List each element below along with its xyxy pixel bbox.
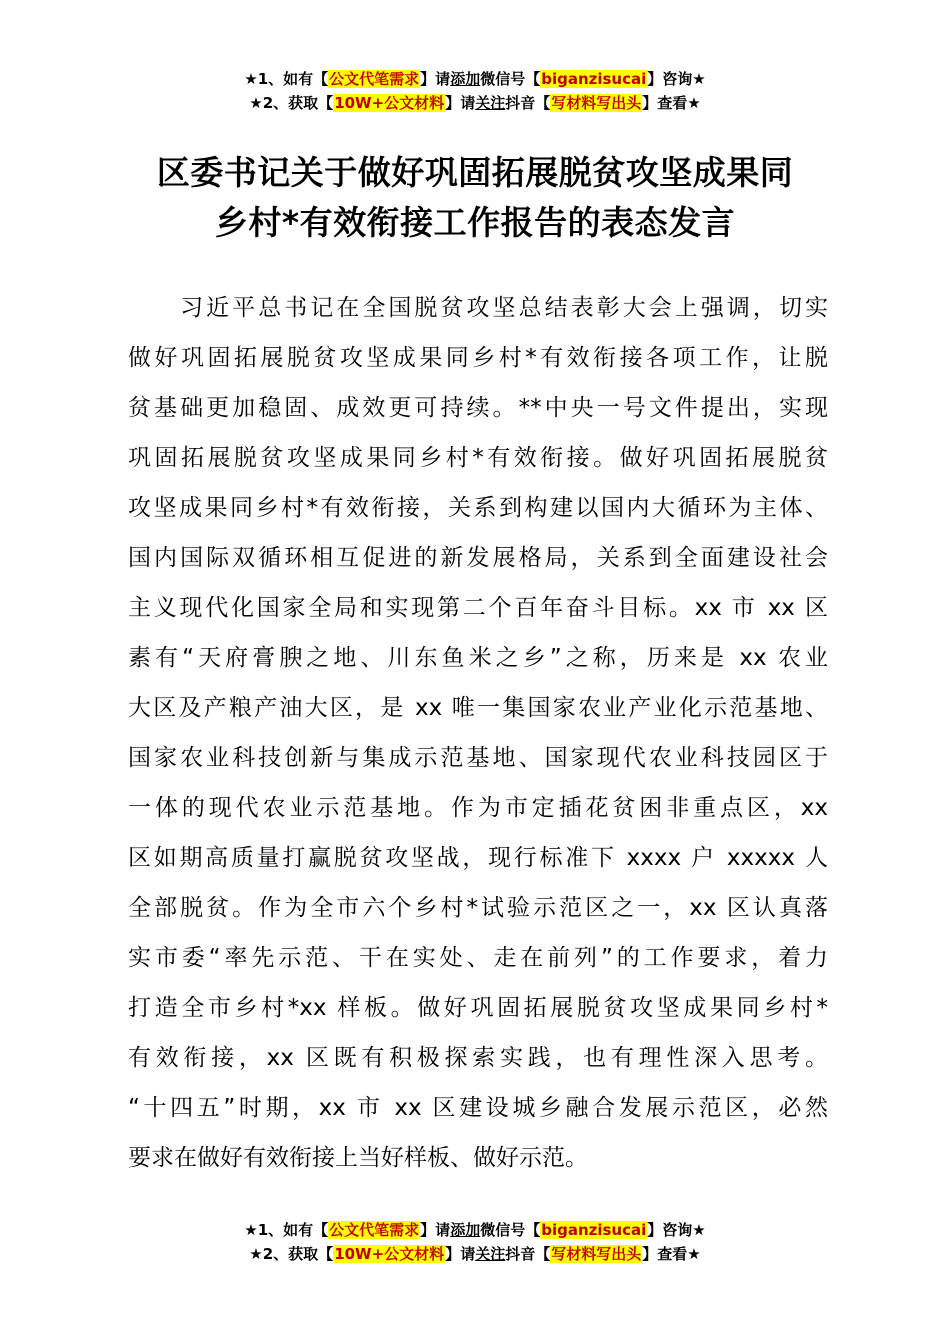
banner-text: 】请 — [420, 70, 451, 88]
banner-text: 】请 — [445, 94, 476, 112]
banner-underline: 添加 — [450, 70, 481, 88]
banner-highlight: 写材料写出头 — [551, 1245, 642, 1263]
body-line: 有效衔接，xx 区既有积极探索实践，也有理性深入思考。 — [128, 1045, 828, 1071]
body-line: 贫基础更加稳固、成效更可持续。**中央一号文件提出，实现 — [128, 395, 828, 421]
body-line: 大区及产粮产油大区，是 xx 唯一集国家农业产业化示范基地、 — [128, 695, 828, 721]
banner-line-1 — [0, 67, 950, 91]
body-line: 素有“天府膏腴之地、川东鱼米之乡”之称，历来是 xx 农业 — [128, 645, 828, 671]
banner-underline: 关注 — [475, 1245, 506, 1263]
banner-highlight: biganzisucai — [541, 1221, 647, 1239]
body-line: 攻坚成果同乡村*有效衔接，关系到构建以国内大循环为主体、 — [128, 495, 828, 521]
body-line: 要求在做好有效衔接上当好样板、做好示范。 — [128, 1145, 588, 1171]
banner-highlight: 10W+公文材料 — [334, 1245, 445, 1263]
body-line: 习近平总书记在全国脱贫攻坚总结表彰大会上强调，切实 — [128, 295, 828, 321]
title-line-2: 乡村*有效衔接工作报告的表态发言 — [214, 203, 736, 242]
banner-text: 微信号【 — [480, 70, 541, 88]
footer-banner — [0, 1218, 950, 1266]
banner-text: ★2、获取【 — [249, 94, 334, 112]
banner-line-2 — [0, 91, 950, 115]
banner-highlight: 公文代笔需求 — [329, 1221, 420, 1239]
body-line: 主义现代化国家全局和实现第二个百年奋斗目标。xx 市 xx 区 — [128, 595, 828, 621]
banner-text: 抖音【 — [505, 1245, 551, 1263]
body-line: 打造全市乡村*xx 样板。做好巩固拓展脱贫攻坚成果同乡村* — [128, 995, 828, 1021]
body-line: 国内国际双循环相互促进的新发展格局，关系到全面建设社会 — [128, 545, 828, 571]
banner-line-1 — [0, 1218, 950, 1242]
banner-highlight: 10W+公文材料 — [334, 94, 445, 112]
body-line: 巩固拓展脱贫攻坚成果同乡村*有效衔接。做好巩固拓展脱贫 — [128, 445, 828, 471]
title-line-1: 区委书记关于做好巩固拓展脱贫攻坚成果同 — [156, 153, 794, 192]
document-title — [0, 148, 950, 248]
body-line: 全部脱贫。作为全市六个乡村*试验示范区之一，xx 区认真落 — [128, 895, 828, 921]
body-line: 一体的现代农业示范基地。作为市定插花贫困非重点区，xx — [128, 795, 828, 821]
body-line: 做好巩固拓展脱贫攻坚成果同乡村*有效衔接各项工作，让脱 — [128, 345, 828, 371]
banner-text: ★1、如有【 — [244, 70, 329, 88]
body-line: 国家农业科技创新与集成示范基地、国家现代农业科技园区于 — [128, 745, 828, 771]
body-line: “十四五”时期，xx 市 xx 区建设城乡融合发展示范区，必然 — [128, 1095, 828, 1121]
header-banner — [0, 67, 950, 115]
banner-text: 】请 — [445, 1245, 476, 1263]
banner-text: 】咨询★ — [647, 1221, 706, 1239]
banner-underline: 添加 — [450, 1221, 481, 1239]
banner-text: 】查看★ — [642, 1245, 701, 1263]
banner-text: 微信号【 — [480, 1221, 541, 1239]
banner-highlight: 写材料写出头 — [551, 94, 642, 112]
banner-text: ★1、如有【 — [244, 1221, 329, 1239]
banner-text: ★2、获取【 — [249, 1245, 334, 1263]
banner-text: 抖音【 — [505, 94, 551, 112]
body-line: 实市委“率先示范、干在实处、走在前列”的工作要求，着力 — [128, 945, 828, 971]
banner-text: 】请 — [420, 1221, 451, 1239]
banner-text: 】查看★ — [642, 94, 701, 112]
banner-line-2 — [0, 1242, 950, 1266]
banner-highlight: biganzisucai — [541, 70, 647, 88]
body-line: 区如期高质量打赢脱贫攻坚战，现行标准下 xxxx 户 xxxxx 人 — [128, 845, 828, 871]
banner-text: 】咨询★ — [647, 70, 706, 88]
body-paragraph — [128, 283, 828, 1183]
banner-highlight: 公文代笔需求 — [329, 70, 420, 88]
banner-underline: 关注 — [475, 94, 506, 112]
